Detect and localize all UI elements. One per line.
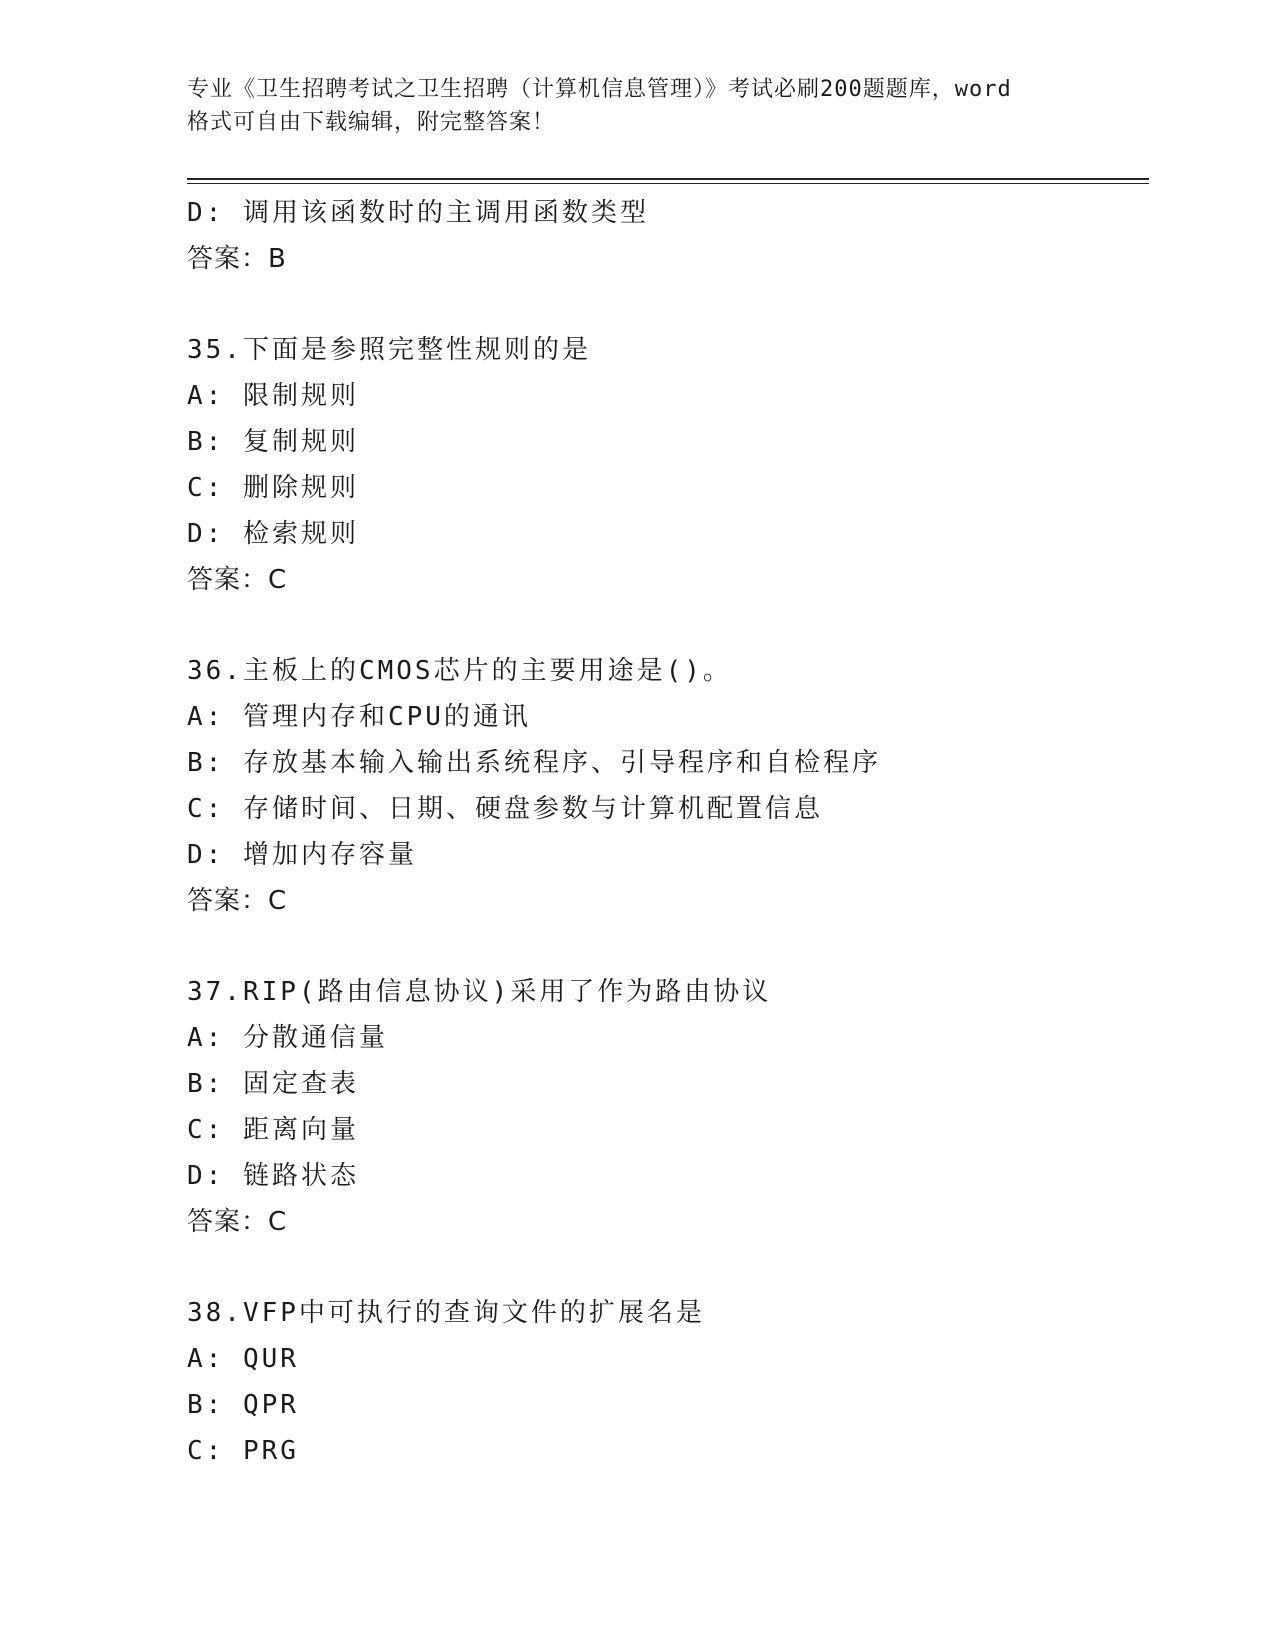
header-line-1: 专业《卫生招聘考试之卫生招聘（计算机信息管理）》考试必刷200题题库，word <box>187 77 1012 102</box>
spacer <box>187 603 1149 648</box>
option-b: B: QPR <box>187 1390 299 1420</box>
question-35 <box>187 327 1149 603</box>
question-list <box>187 190 1149 1474</box>
option-c: C: PRG <box>187 1436 299 1466</box>
option-c: C: 距离向量 <box>187 1115 359 1145</box>
option-d: D: 链路状态 <box>187 1161 359 1191</box>
option-d: D: 检索规则 <box>187 519 359 549</box>
answer-line: 答案：B <box>187 244 287 274</box>
answer-line: 答案：C <box>187 886 288 916</box>
option-a: A: 管理内存和CPU的通讯 <box>187 702 531 732</box>
question-34-continuation <box>187 190 1149 282</box>
spacer <box>187 1245 1149 1290</box>
question-38 <box>187 1290 1149 1474</box>
question-37 <box>187 969 1149 1245</box>
header-line-2: 格式可自由下载编辑，附完整答案！ <box>187 110 556 135</box>
question-title: 37.RIP(路由信息协议)采用了作为路由协议 <box>187 977 772 1007</box>
document-header <box>187 73 1087 139</box>
answer-line: 答案：C <box>187 1207 288 1237</box>
option-c: C: 删除规则 <box>187 473 359 503</box>
question-title: 38.VFP中可执行的查询文件的扩展名是 <box>187 1298 705 1328</box>
answer-line: 答案：C <box>187 565 288 595</box>
option-b: B: 固定查表 <box>187 1069 359 1099</box>
option-a: A: 分散通信量 <box>187 1023 388 1053</box>
option-a: A: QUR <box>187 1344 299 1374</box>
option-d: D: 增加内存容量 <box>187 840 417 870</box>
option-b: B: 复制规则 <box>187 427 359 457</box>
header-divider <box>187 178 1149 184</box>
option-c: C: 存储时间、日期、硬盘参数与计算机配置信息 <box>187 794 823 824</box>
option-a: A: 限制规则 <box>187 381 359 411</box>
spacer <box>187 924 1149 969</box>
option-b: B: 存放基本输入输出系统程序、引导程序和自检程序 <box>187 748 881 778</box>
question-title: 36.主板上的CMOS芯片的主要用途是()。 <box>187 656 732 686</box>
option-d: D: 调用该函数时的主调用函数类型 <box>187 198 649 228</box>
question-title: 35.下面是参照完整性规则的是 <box>187 335 591 365</box>
spacer <box>187 282 1149 327</box>
document-page <box>187 0 1149 1650</box>
question-36 <box>187 648 1149 924</box>
